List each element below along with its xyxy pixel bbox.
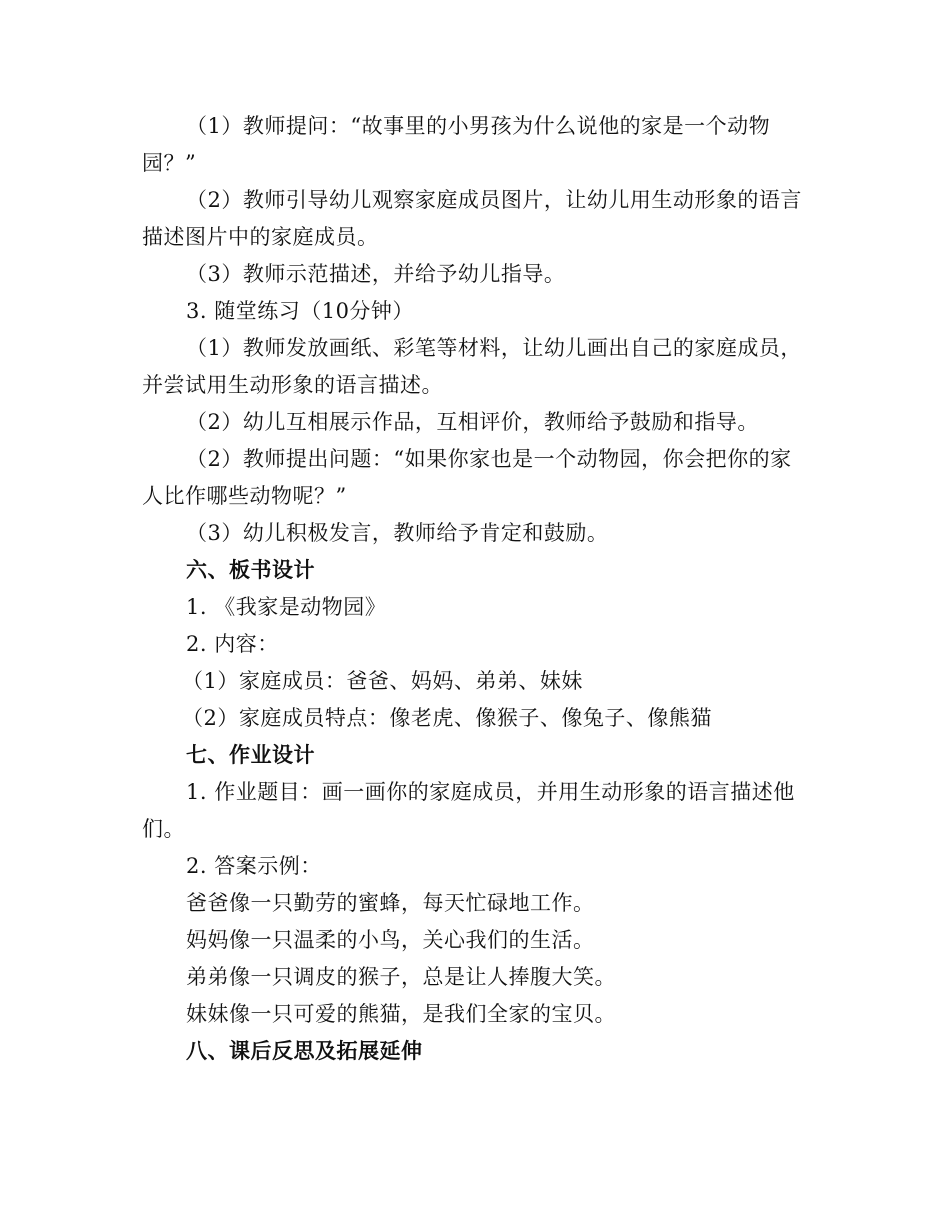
paragraph-line: （3）幼儿积极发言，教师给予肯定和鼓励。 bbox=[186, 521, 609, 545]
paragraph-line: （2）教师提出问题：“如果你家也是一个动物园，你会把你的家 bbox=[186, 447, 792, 471]
section-heading: 六、板书设计 bbox=[186, 557, 315, 582]
paragraph-line: （2）幼儿互相展示作品，互相评价，教师给予鼓励和指导。 bbox=[186, 410, 759, 434]
paragraph-line: 妈妈像一只温柔的小鸟，关心我们的生活。 bbox=[186, 928, 595, 952]
paragraph-line: 2. 内容： bbox=[186, 632, 279, 656]
paragraph-line: 人比作哪些动物呢？” bbox=[142, 484, 347, 508]
paragraph-line: 们。 bbox=[142, 817, 185, 841]
paragraph-line: 描述图片中的家庭成员。 bbox=[142, 225, 379, 249]
section-heading: 八、课后反思及拓展延伸 bbox=[186, 1038, 423, 1063]
paragraph-line: （2）教师引导幼儿观察家庭成员图片，让幼儿用生动形象的语言 bbox=[186, 188, 802, 212]
paragraph-line: （2）家庭成员特点：像老虎、像猴子、像兔子、像熊猫 bbox=[182, 706, 712, 730]
paragraph-line: 3. 随堂练习（10分钟） bbox=[186, 299, 414, 323]
paragraph-line: （1）教师提问：“故事里的小男孩为什么说他的家是一个动物 bbox=[186, 114, 771, 138]
paragraph-line: 园？” bbox=[142, 151, 197, 175]
paragraph-line: 弟弟像一只调皮的猴子，总是让人捧腹大笑。 bbox=[186, 965, 616, 989]
paragraph-line: 1. 作业题目：画一画你的家庭成员，并用生动形象的语言描述他 bbox=[186, 780, 795, 804]
paragraph-line: （1）家庭成员：爸爸、妈妈、弟弟、妹妹 bbox=[182, 669, 583, 693]
paragraph-line: 1. 《我家是动物园》 bbox=[186, 595, 387, 619]
paragraph-line: （1）教师发放画纸、彩笔等材料，让幼儿画出自己的家庭成员， bbox=[186, 336, 802, 360]
paragraph-line: （3）教师示范描述，并给予幼儿指导。 bbox=[186, 262, 566, 286]
section-heading: 七、作业设计 bbox=[186, 742, 315, 767]
paragraph-line: 爸爸像一只勤劳的蜜蜂，每天忙碌地工作。 bbox=[186, 891, 595, 915]
paragraph-line: 妹妹像一只可爱的熊猫，是我们全家的宝贝。 bbox=[186, 1002, 616, 1026]
paragraph-line: 并尝试用生动形象的语言描述。 bbox=[142, 373, 443, 397]
paragraph-line: 2. 答案示例： bbox=[186, 854, 322, 878]
